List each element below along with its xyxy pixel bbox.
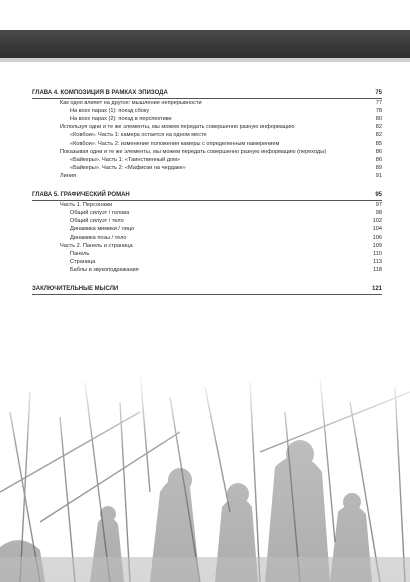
page-number: 82	[375, 132, 382, 139]
top-margin	[0, 0, 410, 20]
entry-title: Часть 2. Панель и страница	[60, 242, 133, 249]
toc-entry[interactable]	[32, 209, 382, 217]
toc-entry[interactable]	[32, 258, 382, 266]
toc-chapter-5[interactable]	[32, 191, 382, 201]
toc-entry[interactable]	[32, 172, 382, 180]
chapter-5-entries	[32, 201, 382, 274]
page-number: 91	[375, 172, 382, 179]
toc-entry[interactable]	[32, 131, 382, 139]
entry-title: Линия	[60, 172, 77, 179]
entry-title: Баблы и звукоподражания	[70, 266, 139, 273]
entry-title: «Ковбои». Часть 2: изменение положения камеры с определенным намерением	[70, 140, 280, 147]
toc-entry[interactable]	[32, 164, 382, 172]
entry-title: Страница	[70, 258, 96, 265]
entry-title: Динамика позы / тело	[70, 234, 127, 241]
header-bar	[0, 30, 410, 58]
entry-title: «Байкеры». Часть 1: «Таинственный дом»	[70, 156, 181, 163]
toc-entry[interactable]	[32, 225, 382, 233]
page-number: 85	[375, 140, 382, 147]
toc-chapter-4[interactable]	[32, 89, 382, 99]
page-number: 113	[373, 258, 382, 265]
page-number: 80	[375, 116, 382, 123]
toc-entry[interactable]	[32, 234, 382, 242]
page-number: 75	[375, 90, 382, 96]
entry-title: Показывая одни и те же элементы, мы можем передать совершенно разную информацию (переходы)	[60, 148, 327, 155]
toc-entry[interactable]	[32, 250, 382, 258]
page-number: 102	[372, 218, 382, 225]
page-number: 82	[375, 124, 382, 131]
entry-title: «Байкеры». Часть 2: «Мафиози на чердаке»	[70, 164, 186, 171]
page-number: 121	[371, 285, 382, 292]
toc-entry[interactable]	[32, 115, 382, 123]
page-number: 118	[373, 266, 382, 273]
entry-title: Панель	[70, 250, 90, 257]
page-number: 86	[375, 148, 382, 155]
toc-entry[interactable]	[32, 107, 382, 115]
entry-title: Используя одни и те же элементы, мы можем передать совершенно разную информацию	[60, 124, 295, 131]
page-number: 109	[372, 242, 382, 249]
page-number: 86	[375, 156, 382, 163]
table-of-contents	[32, 84, 382, 295]
header-edge	[0, 58, 410, 62]
entry-title: Общий силуэт / голова	[70, 210, 130, 217]
page-number: 77	[375, 100, 382, 107]
page-number: 95	[375, 192, 382, 199]
toc-entry[interactable]	[32, 266, 382, 274]
toc-entry[interactable]	[32, 217, 382, 225]
toc-entry[interactable]	[32, 99, 382, 107]
entry-title: Общий силуэт / тело	[70, 218, 124, 225]
chapter-title: ГЛАВА 5. ГРАФИЧЕСКИЙ РОМАН	[32, 192, 130, 199]
page-number: 110	[373, 250, 382, 257]
chapter-title: ЗАКЛЮЧИТЕЛЬНЫЕ МЫСЛИ	[32, 285, 119, 292]
toc-entry[interactable]	[32, 201, 382, 209]
page-number: 104	[372, 226, 382, 233]
entry-title: Как одно влияет на другое: мышление непрерывности	[60, 100, 202, 107]
toc-entry[interactable]	[32, 123, 382, 131]
page-number: 89	[375, 164, 382, 171]
page-number: 106	[372, 234, 382, 241]
toc-entry[interactable]	[32, 140, 382, 148]
toc-entry[interactable]	[32, 156, 382, 164]
entry-title: На всех парах (2): поезд в перспективе	[70, 116, 172, 123]
entry-title: Часть 1. Персонажи	[60, 202, 113, 209]
toc-final-thoughts[interactable]	[32, 285, 382, 295]
chapter-4-entries	[32, 99, 382, 180]
toc-entry[interactable]	[32, 148, 382, 156]
entry-title: Динамика мимики / лицо	[70, 226, 135, 233]
page-number: 78	[375, 108, 382, 115]
entry-title: «Ковбои». Часть 1: камера остается на одном месте	[70, 132, 207, 139]
entry-title: На всех парах (1): поезд сбоку	[70, 108, 150, 115]
page-number: 98	[375, 210, 382, 217]
toc-entry[interactable]	[32, 242, 382, 250]
page-number: 97	[375, 202, 382, 209]
comic-illustration	[0, 372, 410, 582]
chapter-title: ГЛАВА 4. КОМПОЗИЦИЯ В РАМКАХ ЭПИЗОДА	[32, 90, 168, 96]
